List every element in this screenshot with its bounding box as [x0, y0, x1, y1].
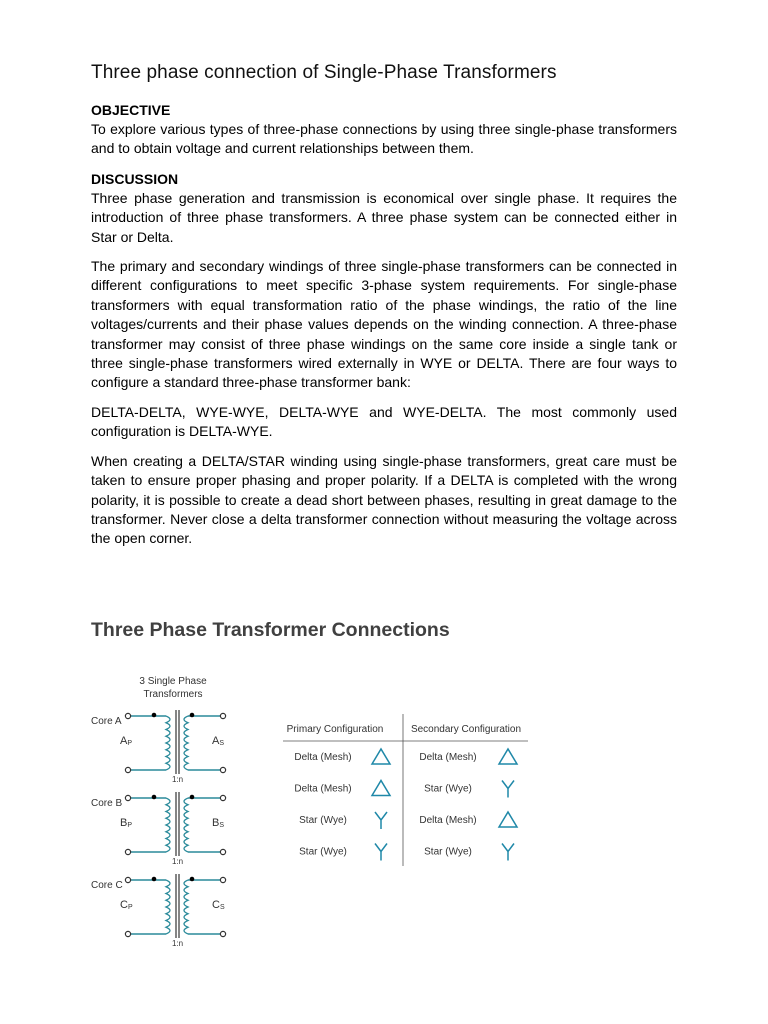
primary-configuration-cell: Star (Wye)	[299, 846, 347, 858]
primary-winding-label: BP	[120, 817, 133, 829]
transformer-core	[91, 710, 226, 784]
terminal	[125, 931, 130, 936]
transformer-cores	[91, 710, 226, 948]
secondary-winding-label: CS	[212, 899, 225, 911]
discussion-paragraph: Three phase generation and transmission is economical over single phase. It requires the introduction of three phase transformers. A three phase system can be connected either in Star or Delta.	[91, 189, 677, 245]
secondary-configuration-cell: Delta (Mesh)	[419, 815, 477, 826]
configuration-table-content	[283, 714, 528, 866]
discussion-heading: DISCUSSION	[91, 170, 179, 187]
wye-icon	[375, 844, 387, 861]
terminal	[125, 849, 130, 854]
discussion-paragraph: When creating a DELTA/STAR winding using single-phase transformers, great care must be taken to ensure proper phasing and proper polarity. If a DELTA is completed with the wrong polarity, it is possible to create a dead short between phases, resulting in great damage to the transformer. Never close a delta transformer connection without measuring the voltage across the open corner.	[91, 452, 677, 547]
secondary-coil	[184, 798, 188, 852]
terminal	[220, 849, 225, 854]
core-label: Core A	[91, 716, 122, 727]
discussion-paragraph: DELTA-DELTA, WYE-WYE, DELTA-WYE and WYE-DELTA. The most commonly used configuration is DELTA-WYE.	[91, 403, 677, 440]
delta-icon	[372, 781, 390, 796]
secondary-configuration-cell: Delta (Mesh)	[419, 752, 477, 763]
secondary-configuration-cell: Star (Wye)	[424, 783, 472, 795]
secondary-winding-label: BS	[212, 817, 225, 829]
delta-icon	[372, 749, 390, 764]
delta-icon	[499, 812, 517, 827]
core-label: Core C	[91, 880, 123, 891]
terminal	[220, 877, 225, 882]
polarity-dot	[152, 713, 157, 718]
primary-configuration-cell: Star (Wye)	[299, 815, 347, 826]
terminal	[125, 877, 130, 882]
delta-icon	[499, 749, 517, 764]
terminal	[125, 795, 130, 800]
turns-ratio-label: 1:n	[172, 775, 184, 784]
transformer-core	[91, 874, 226, 948]
table-header-secondary: Secondary Configuration	[410, 724, 522, 735]
polarity-dot	[190, 877, 195, 882]
terminal	[125, 767, 130, 772]
document-body	[91, 62, 677, 559]
primary-winding-label: CP	[120, 899, 133, 911]
polarity-dot	[190, 713, 195, 718]
primary-configuration-cell: Delta (Mesh)	[294, 783, 352, 795]
primary-coil	[166, 880, 170, 934]
discussion-paragraph: The primary and secondary windings of three single-phase transformers can be connected in different configurations to meet specific 3-phase system requirements. For single-phase transformers with equal transformation ratio of the phase windings, the ratio of the line voltages/currents and their phase values depends on the winding connection. A three-phase transformer may consist of three phase windings on the same core inside a single tank or three single-phase transformers wired externally in WYE or DELTA. There are four ways to configure a standard three-phase transformer bank:	[91, 258, 677, 391]
turns-ratio-label: 1:n	[172, 939, 184, 948]
primary-configuration-cell: Delta (Mesh)	[294, 752, 352, 763]
primary-coil	[166, 716, 170, 770]
document-title: Three phase connection of Single-Phase Transformers	[91, 62, 557, 83]
objective-text: To explore various types of three-phase connections by using three single-phase transformers and to obtain voltage and current relationships between them.	[91, 121, 677, 157]
wye-icon	[375, 812, 387, 829]
terminal	[220, 795, 225, 800]
polarity-dot	[190, 795, 195, 800]
primary-coil	[166, 798, 170, 852]
polarity-dot	[152, 795, 157, 800]
transformer-core	[91, 792, 226, 866]
figure-caption-line2: Transformers	[143, 689, 203, 700]
figure-caption-line1: 3 Single Phase	[139, 676, 207, 687]
configuration-table	[283, 714, 543, 869]
primary-winding-label: AP	[120, 735, 133, 747]
table-row	[294, 781, 514, 798]
terminal	[220, 713, 225, 718]
turns-ratio-label: 1:n	[172, 857, 184, 866]
secondary-coil	[184, 716, 188, 770]
section-title: Three Phase Transformer Connections	[91, 619, 450, 641]
terminal	[220, 931, 225, 936]
table-row	[299, 844, 514, 861]
table-header-primary: Primary Configuration	[286, 724, 384, 735]
wye-icon	[502, 844, 514, 861]
secondary-winding-label: AS	[212, 735, 225, 747]
table-row	[299, 812, 517, 829]
terminal	[125, 713, 130, 718]
table-row	[294, 749, 517, 764]
secondary-configuration-cell: Star (Wye)	[424, 846, 472, 858]
terminal	[220, 767, 225, 772]
objective-heading: OBJECTIVE	[91, 102, 171, 118]
polarity-dot	[152, 877, 157, 882]
wye-icon	[502, 781, 514, 798]
secondary-coil	[184, 880, 188, 934]
core-label: Core B	[91, 798, 123, 809]
